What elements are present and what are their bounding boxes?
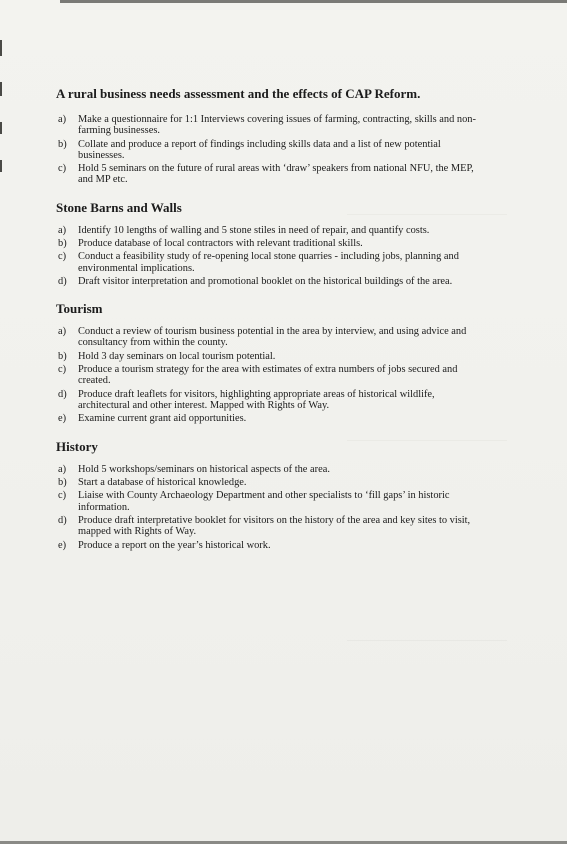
list-item [56,413,486,424]
item-text: Liaise with County Archaeology Department and other specialists to ‘fill gaps’ in historic information. [78,490,450,513]
item-marker: e) [58,539,67,551]
item-marker: c) [58,364,67,376]
section-history [56,439,486,551]
item-marker: c) [58,251,67,263]
list-item [56,351,486,362]
section-heading: Tourism [56,301,103,317]
item-marker: a) [58,224,67,236]
document-body [56,86,486,553]
item-text: Hold 5 seminars on the future of rural areas with ‘draw’ speakers from national NFU, the MEP, and MP etc. [78,163,474,186]
item-marker: d) [58,514,67,526]
list-item [56,326,486,348]
list-item [56,464,486,475]
item-text: Identify 10 lengths of walling and 5 stone stiles in need of repair, and quantify costs. [78,224,430,236]
binding-mark [0,40,2,56]
list-item [56,251,486,273]
list-item [56,163,486,185]
item-marker: c) [58,163,67,175]
item-marker: b) [58,350,67,362]
list-item [56,364,486,386]
list-item [56,139,486,161]
section-tourism [56,301,486,424]
list-item [56,114,486,136]
item-text: Examine current grant aid opportunities. [78,413,247,425]
item-text: Draft visitor interpretation and promotional booklet on the historical buildings of the area. [78,275,453,287]
list-item [56,490,486,512]
item-text: Conduct a feasibility study of re-opening local stone quarries - including jobs, planning and environmental implications. [78,251,459,274]
list-item [56,515,486,537]
section-heading: Stone Barns and Walls [56,199,182,215]
section-cap-reform [56,86,486,186]
item-text: Produce draft leaflets for visitors, highlighting appropriate areas of historical wildlife, architectural and other interest. Mapped with Rights of Way. [78,388,435,411]
binding-mark [0,82,2,96]
binding-mark [0,160,2,172]
item-marker: e) [58,413,67,425]
section-heading: History [56,438,98,454]
list-item [56,540,486,551]
list-item [56,477,486,488]
item-text: Produce a tourism strategy for the area with estimates of extra numbers of jobs secured and created. [78,364,458,387]
item-marker: d) [58,275,67,287]
item-text: Hold 3 day seminars on local tourism potential. [78,350,276,362]
list-item [56,276,486,287]
list-item [56,225,486,236]
item-marker: a) [58,326,67,338]
page-top-edge [60,0,567,3]
item-marker: b) [58,476,67,488]
item-list [56,326,486,424]
list-item [56,389,486,411]
item-text: Produce draft interpretative booklet for visitors on the history of the area and key sites to visit, mapped with Rights of Way. [78,514,471,538]
section-heading: A rural business needs assessment and the effects of CAP Reform. [56,86,421,101]
show-through [347,640,507,641]
item-text: Conduct a review of tourism business potential in the area by interview, and using advice and consultancy from within the county. [78,326,467,349]
item-marker: a) [58,114,67,125]
item-list [56,464,486,551]
item-text: Collate and produce a report of findings including skills data and a list of new potential businesses. [78,138,441,161]
item-list [56,114,486,186]
list-item [56,238,486,249]
item-text: Start a database of historical knowledge. [78,476,247,488]
item-marker: b) [58,237,67,249]
item-text: Make a questionnaire for 1:1 Interviews covering issues of farming, contracting, skills and non-farming businesses. [78,114,476,137]
item-text: Produce a report on the year’s historical work. [78,539,271,551]
item-marker: b) [58,138,67,150]
section-stone-barns [56,200,486,288]
item-marker: c) [58,490,67,502]
item-marker: a) [58,463,67,475]
binding-mark [0,122,2,134]
item-list [56,225,486,288]
item-marker: d) [58,388,67,400]
item-text: Hold 5 workshops/seminars on historical aspects of the area. [78,463,330,475]
item-text: Produce database of local contractors with relevant traditional skills. [78,237,363,249]
